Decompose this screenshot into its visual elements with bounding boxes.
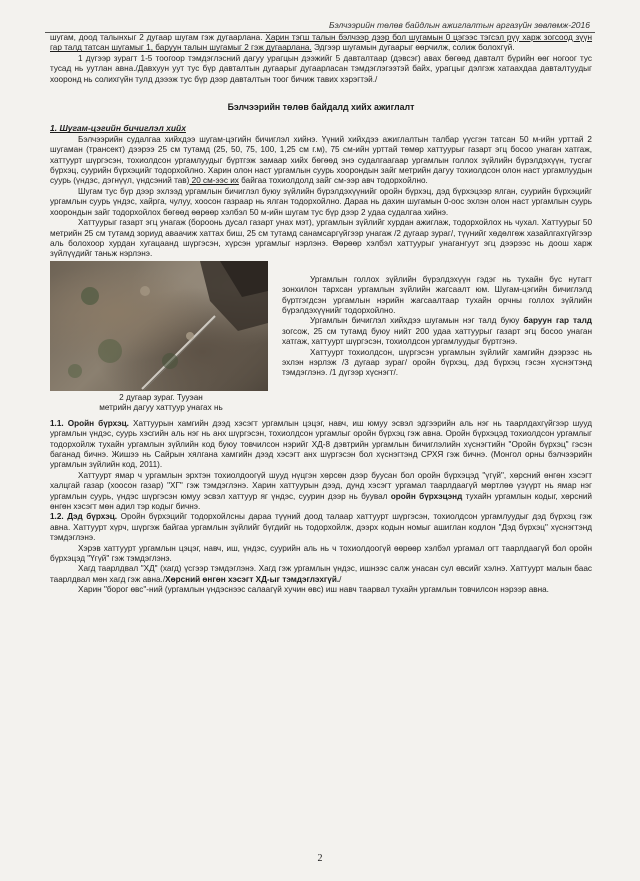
item-sub-cover xyxy=(50,512,592,543)
intro-paragraph-1 xyxy=(50,33,592,54)
item-p5-a: Хагд таарлдвал "ХД" (хагд) үсгээр тэмдэглэнэ. Хагд гэж ургамлын үндэс, ишнээс салж унасан сул өвсийг хэлнэ. Хаттуурт малын баас таарлдвал мөн хагд гэж авна./ xyxy=(50,564,592,584)
page-body xyxy=(50,33,592,596)
sub-cover-label: 1.2. Дэд бүрхэц. xyxy=(50,512,118,522)
item-p5-bold: Хөрсний өнгөн хэсэгт ХД-ыг тэмдэглэхгүй. xyxy=(165,574,340,584)
item-p2-c: тухайн ургамлын кодыг, хөрсний өнгөн хэсэгт мөн адил тэр кодыг бичнэ. xyxy=(50,491,592,511)
photo-illustration xyxy=(50,261,268,391)
figure-side-text xyxy=(282,275,592,379)
figure-block xyxy=(50,261,592,419)
side-paragraph-3: Хаттуурт тохиолдсон, шүргэсэн ургамлын зүйлийг хамгийн дээрээс нь эхлэн нэрлэж /3 дугаар зураг/ оройн бүрхэц, дэд бүрхэц гэсэн хүснэгтэнд тэмдэглэнэ. /1 дүгээр хүснэгт/. xyxy=(282,347,592,378)
item-crown-cover xyxy=(50,419,592,471)
intro-paragraph-2: 1 дүгээр зурагт 1-5 тоогоор тэмдэглэсний дагуу урагцын дээжийг 5 давталтаар (дэвсэг) авах бөгөөд давталт бүрийн өөг ногоог тус тусад нь уутлан авна./Давхуун уут тус бүр давталтын дугаарыг дугаарласан тэмдэглэгээтэй байх, урагцыг дэлгэж хатааxдаа давталтуудыг хооронд нь солихгүйн тулд дэээж тус бүр дээр давталтын тоог бичиж тавих хэрэгтэй./ xyxy=(50,53,592,84)
section-paragraph-3: Хаттуурыг газарт эгц унагаж (бороонь дусал газарт унах мэт), ургамлын зүйлийг хурдан ажиглаж, тодорхойлох нь чухал. Хаттуурыг 50 метрийн 25 см тутамд зориуд аваачиж хаттах биш, 25 см тутамд санамсаргүйгээр унагаж /2 дугаар зураг/, түүнийг хөдөлгөж хазайлгахгүйгээр аль болохоор хурдан хугацаанд шүргэсэн, хүрсэн ургамлыг нэрлэнэ. Өөрөөр хэлбэл хаттуурыг унагангуут эгц дээрээс нь доош харж зүйлүүдийг таньж нэрлэнэ. xyxy=(50,218,592,259)
side-paragraph-1: Ургамлын голлох зүйлийн бүрэлдэхүүн гэдэг нь тухайн бүс нутагт зонхилон тархсан ургамлын зүйлийн жагсаалт юм. Шугам-цэгийн бичиглэлд бүртгэгдсэн ургамлын нэрийн жагсаалтаар тухайн орчны голлох зүйлийн бүрэлдэхүүнийг тодорхойлно. xyxy=(282,274,592,315)
subsection-title: 1. Шугам-цэгийн бичиглэл хийх xyxy=(50,123,186,134)
section-p1-c: байгаа тохиолдолд зайг см-ээр авч тодорхойлно. xyxy=(238,176,428,186)
intro-p1-underlined: Харин тэгш талын бэлчээр дээр бол шугамын 0 цэгээс тэгсэл рүү харж зогсоод зүүн гар талд татсан шугамыг 1, баруун талын шугамыг 2 гэж дугаарлана. xyxy=(50,33,593,53)
field-photo xyxy=(50,261,268,391)
figure-caption-line-1: 2 дугаар зураг. Тууэан xyxy=(119,392,203,402)
figure-caption-line-2: метрийн дагуу хаттуур унагах нь xyxy=(99,402,223,412)
item-p5-c: / xyxy=(339,574,342,584)
item-p2-a: Хаттуурт ямар ч ургамлын эрхтэн тохиолдоогүй шууд нүцгэн хөрсөн дээр буусан бол оройн бүрхэцэд "үгүй", хөрсний өнгөн хэсэгт халцгай газар (хоосон газар) "ХГ" гэж тэмдэглэнэ. Харин хаттуурын дээд, дунд хэсэгт ургамал таарлдаагүй мөртлөө үзүүрт нь ямар нэг ургамлын суурь, үндэс шүргэсэн юмуу эсвэл хаттуур яг үндэс, суурин дээр нь буувал xyxy=(50,470,592,501)
section-title: Бэлчээрийн төлөв байдалд хийх ажиглалт xyxy=(227,102,415,113)
page-number: 2 xyxy=(317,853,323,864)
item-paragraph-4: Хэрэв хаттуурт ургамлын цэцэг, навч, иш, үндэс, суурийн аль нь ч тохиолдоогүй өөрөөр хэлбэл ургамал огт таарлдаагүй бол оройн бүрхэцэд "Үгүй" гэж тэмдэглэнэ. xyxy=(50,543,592,563)
item-paragraph-5 xyxy=(50,564,592,585)
item-p2-bold: оройн бүрхэцэнд xyxy=(390,491,463,501)
intro-p1-c: Эдгээр шугамын дугаарыг өөрчилж, солиж болохгүй. xyxy=(311,43,515,53)
crown-cover-text: Хаттуурын хамгийн дээд хэсэгт ургамлын цэцэг, навч, иш юмуу эсвэл эдгээрийн аль нэг нь таарлдахгүйгээр шууд ургамлын үндэс, суурь хэсгийн аль нэг нь анх шүргэсэн, тохиолдсон ургамлыг оройн бүрхэц гэж авна. Оройн бүрхэцэд тохиолдсон ургамлыг тодорхойлж тухайн ургамлын зүйлийн код буюу товчилсон нэрийг ХД-8 дэвтрийн ургамлын бичиглэлийн хүснэгтийн "Оройн бүрхэц" гэсэн баганад бичнэ. Жишээ нь Сайрын хялгана хамгийн дээд хэсэгт анх шүргэсэн бол хүснэгтэнд СРХЯ гэж бичнэ. (Монгол орны бэлчээрийн ургамлын зүйлийн код, 2011). xyxy=(50,418,592,470)
section-paragraph-2: Шугам тус бүр дээр эхлээд ургамлын бичиглэл буюу зүйлийн бүрэлдэхүүнийг оройн бүрхэц, дэд бүрхэцээр ялган, суурийн бүрхэцийг ургамлын суурь үндэс, хайрга, чулуу, хоосон газраар нь ялган тодорхойлно. Дараа нь дахин шугамын 0-оос эхлэн олон наст ургамлын суурь хоорондын зайг тодорхойлох бөгөөд өөрөөр хэлбэл 50 м-ийн шугам тус бүр дээр 2 удаа судалгаа хийнэ. xyxy=(50,186,592,217)
item-paragraph-6: Харин "борог өвс"-ний (ургамлын үндэснээс салаагүй хучин өвс) иш навч таарвал тухайн ургамлын товчилсон нэрээр авна. xyxy=(78,585,549,595)
running-header: Бэлчээрийн төлөв байдлын ажиглалтын аргазүйн зөвлөмж-2016 xyxy=(329,20,590,30)
section-paragraph-1 xyxy=(50,135,592,187)
side-p2-a: Ургамлын бичиглэл хийхдээ шугамын нэг талд буюу xyxy=(310,316,524,326)
side-paragraph-2 xyxy=(282,316,592,347)
section-p1-underlined: 20 см-ээс их xyxy=(189,176,239,186)
side-p2-c: зогсож, 25 см тутамд буюу нийт 200 удаа хаттуурыг газарт эгц босоо унаган хатгаж, хаттуурт шүргэсэн, тохиолдсон ургамлуудыг бүртгэнэ. xyxy=(282,326,592,347)
item-paragraph-2 xyxy=(50,471,592,513)
crown-cover-label: 1.1. Оройн бүрхэц. xyxy=(50,418,129,428)
intro-p1-a: шугам, доод талынхыг 2 дугаар шугам гэж дугаарлана. xyxy=(50,33,266,42)
side-p2-bold: баруун гар талд xyxy=(523,316,592,326)
sub-cover-text: Оройн бүрхэцийг тодорхойлсны дараа түүний доод талаар хаттуурт шүргэсэн, тохиолдсон ургамлуудыг дэд бүрхэц гэж авна. Хаттуурт хүрч, шүргэж байгаа ургамлын зүйлийг бүгдийг нь тодорхойлж, дээрх кодын номыг ашиглан кодлон "Дэд бүрхэц" хүснэгтэнд тэмдэглэнэ. xyxy=(50,512,592,543)
figure-caption xyxy=(50,393,272,413)
section-p1-a: Бэлчээрийн судалгаа хийхдээ шугам-цэгийн бичиглэл хийнэ. Үүний хийхдээ ажиглалтын талбар үүсгэн татсан 50 м-ийн урттай 2 шугаман (трансект) дээрээ 25 см тутамд (25, 50, 75, 100, 1,25 см г.м), 75 см-ийн урттай төмөр хаттуурыг газарт эгц босоо унаган хатгаж, хаттуурт шүргэсэн, тохиолдсон ургамлуудыг бүртгэж замаар хийх бөгөөд энэ судалгаагаар ургамлын голлох зүйлийн бүрэлдэхүүн, тусгаг бүрхэц, суурийн бүрхэцийг тодорхойлно. Харин олон наст ургамлын суурь хоорондын зайг метрийн дагуу тохиолдсон олон наст ургамлуудын суурь (үндэс, дэгнүүл, үндсэний тав) xyxy=(50,134,592,186)
